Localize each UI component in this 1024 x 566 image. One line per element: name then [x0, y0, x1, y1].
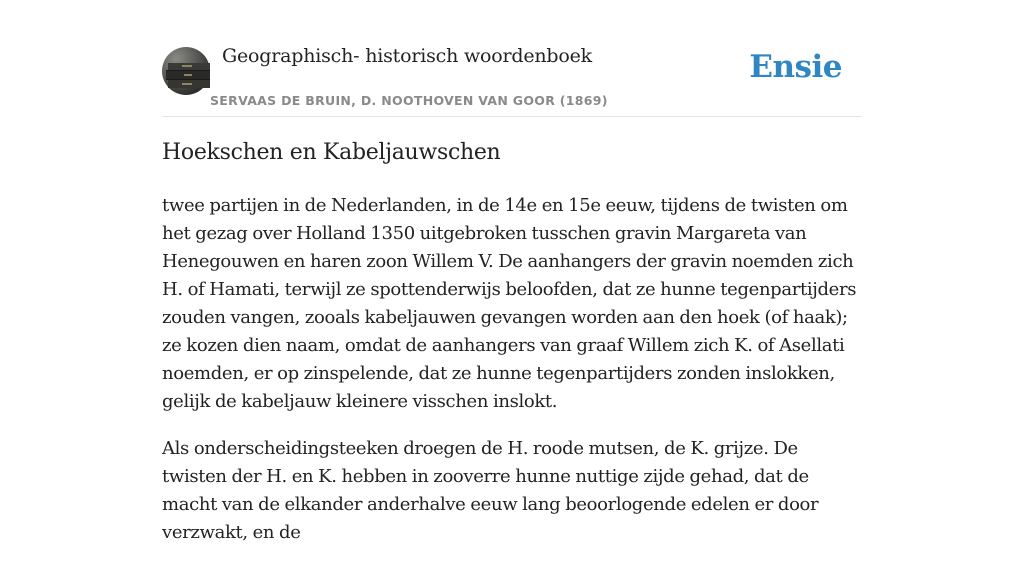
brand-logo[interactable]: Ensie — [749, 49, 842, 85]
entry-title: Hoekschen en Kabeljauwschen — [162, 140, 501, 165]
book-author-year: SERVAAS DE BRUIN, D. NOOTHOVEN VAN GOOR (1869) — [210, 93, 608, 108]
entry-paragraph-2: Als onderscheidingsteeken droegen de H. roode mutsen, de K. grijze. De twisten der H. en K. hebben in zooverre hunne nuttige zijde gehad, dat de macht van de elkander anderhalve eeuw lang beoorlogende edelen er door verzwakt, en de — [162, 438, 819, 543]
book-header — [162, 0, 862, 117]
book-cover-avatar[interactable] — [162, 47, 210, 95]
book-stack-photo-icon — [162, 47, 210, 95]
entry-paragraph-1: twee partijen in de Nederlanden, in de 14e en 15e eeuw, tijdens de twisten om het gezag over Holland 1350 uitgebroken tusschen gravin Margareta van Henegouwen en haren zoon Willem V. De aanhangers der gravin noemden zich H. of Hamati, terwijl ze spottenderwijs beloofden, dat ze hunne tegenpartijders zouden vangen, zooals kabeljauwen gevangen worden aan den hoek (of haak); ze kozen dien naam, omdat de aanhangers van graaf Willem zich K. of Asellati noemden, er op zinspelende, dat ze hunne tegenpartijders zonden inslokken, gelijk de kabeljauw kleinere visschen inslokt. — [162, 195, 857, 412]
book-title-link[interactable]: Geographisch- historisch woordenboek — [222, 45, 592, 67]
entry-body — [162, 192, 866, 566]
